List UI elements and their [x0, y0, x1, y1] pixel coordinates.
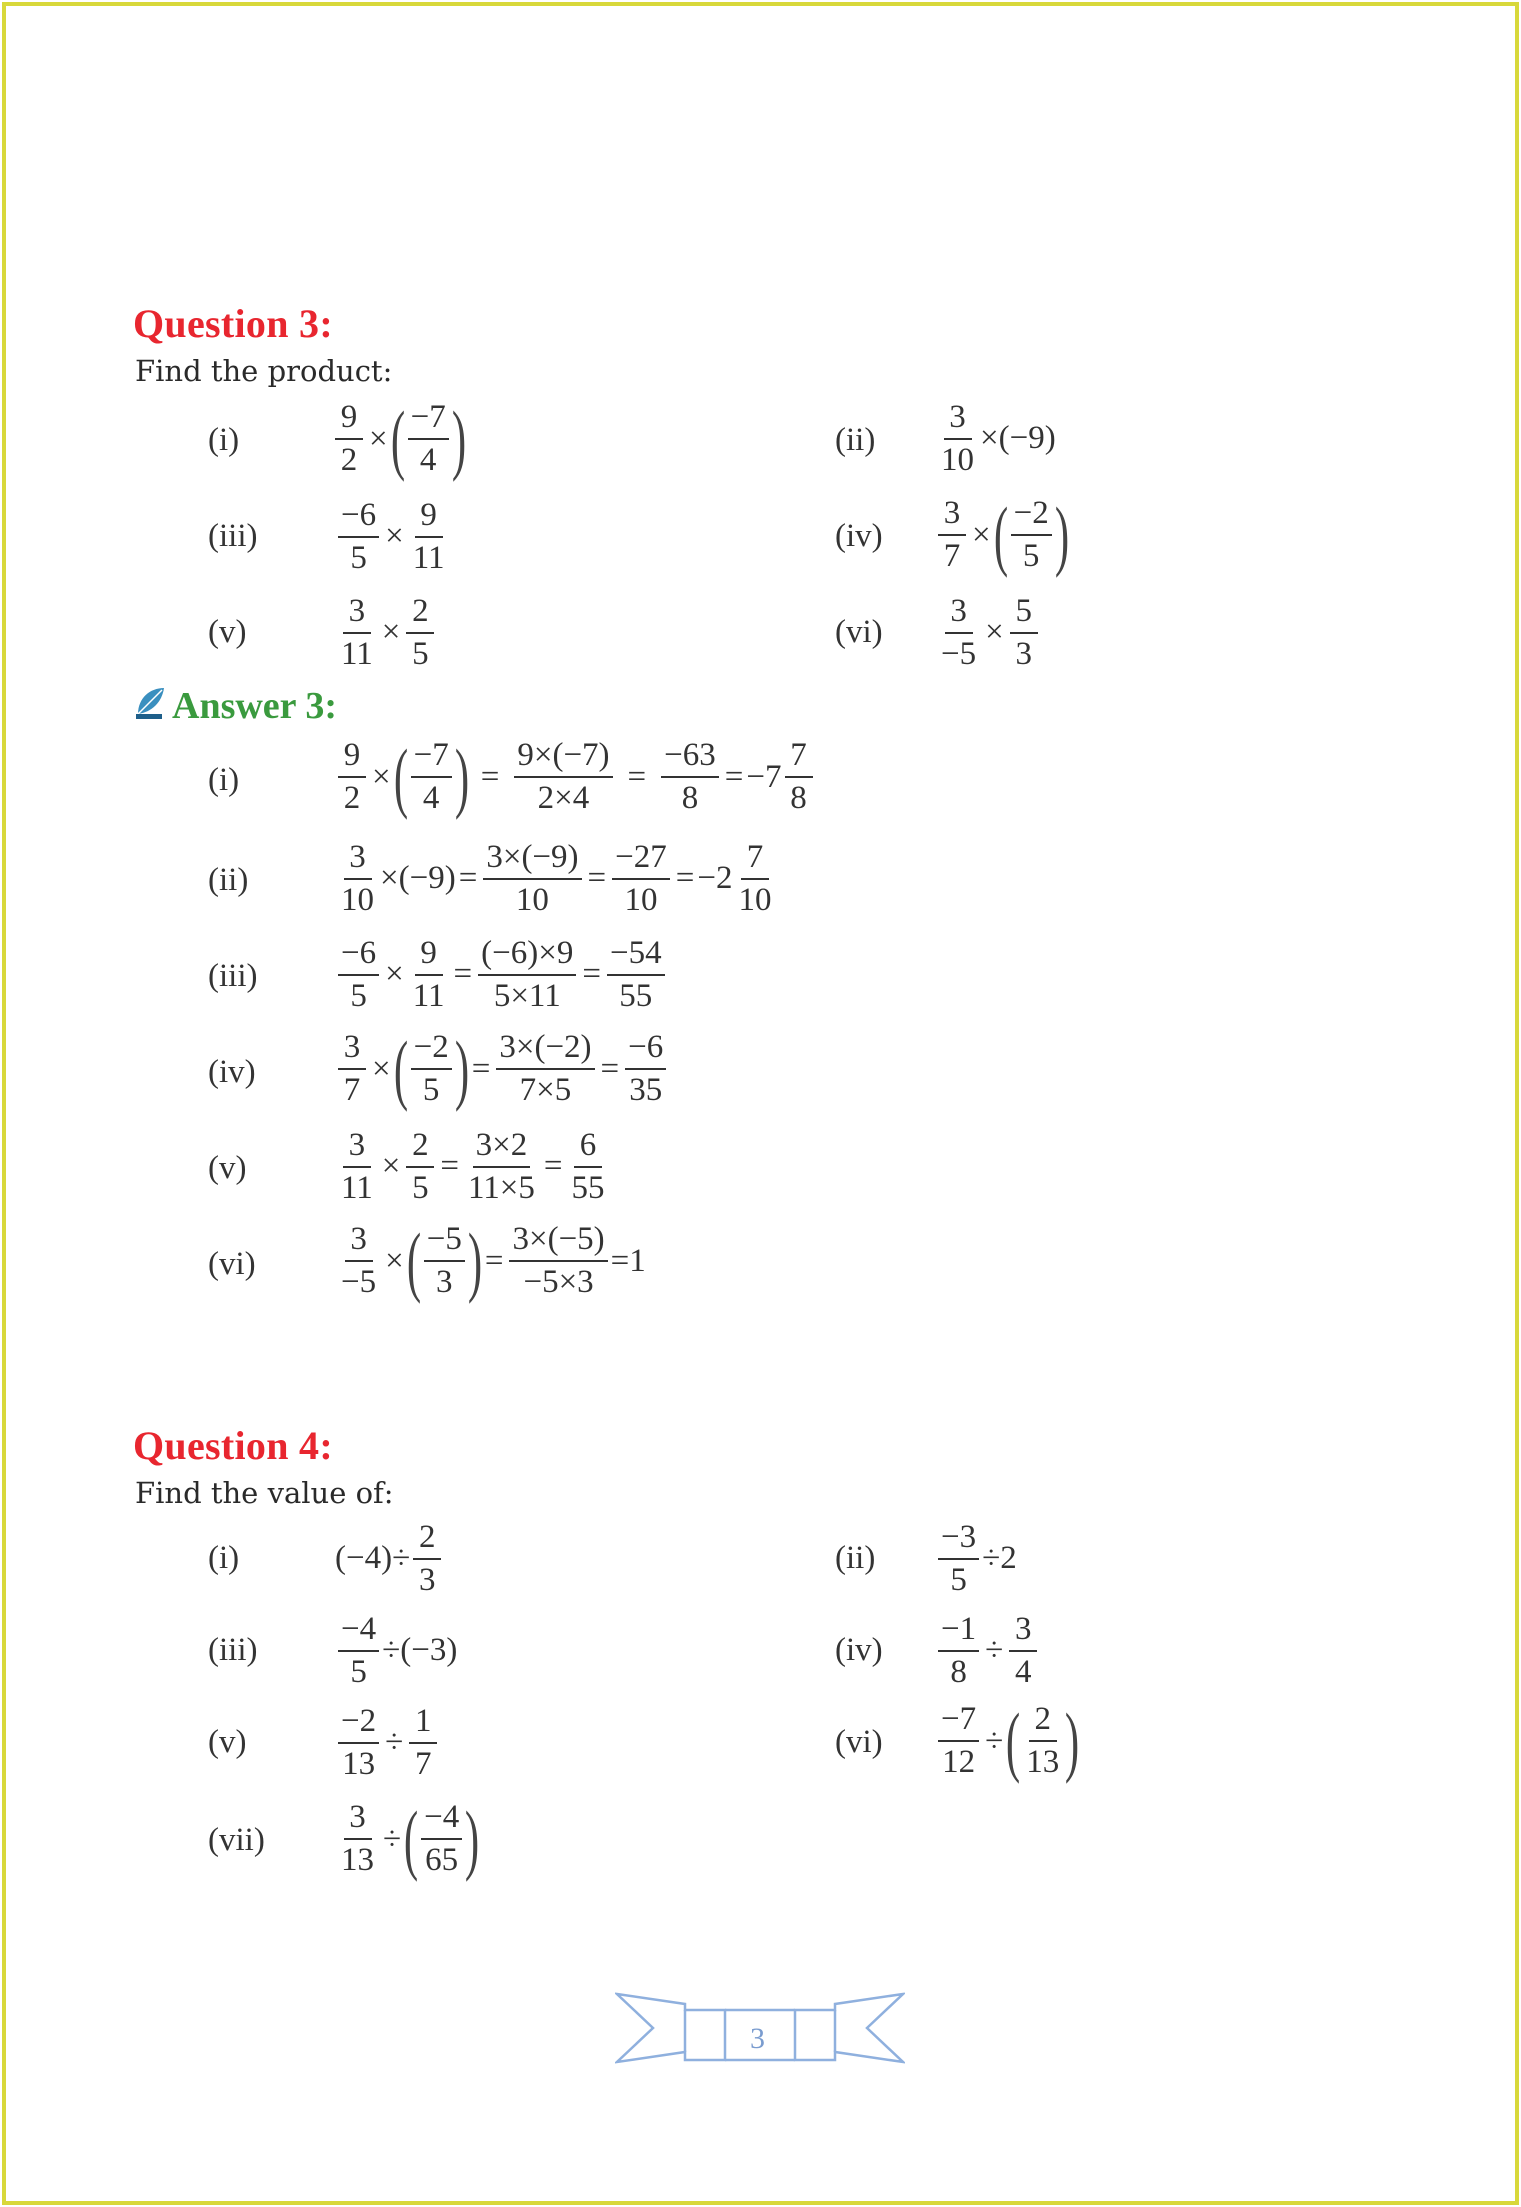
fraction: $\frac{-27}{10}$ [612, 840, 670, 917]
fraction: $\frac{2}{5}$ [406, 594, 434, 671]
q4-item-expression: (−4)÷ $\frac{2}{3}$ [335, 1520, 444, 1597]
question-4-title: Question 4: [133, 1423, 333, 1468]
fraction: $\frac{6}{55}$ [571, 1127, 605, 1206]
fraction: $\frac{3}{4}$ [1009, 1612, 1037, 1689]
fraction: $\frac{3\times 2}{11\times 5}$ [468, 1127, 535, 1206]
q4-item-label: (vii) [208, 1822, 265, 1858]
fraction: $\frac{-2}{5}$ [411, 1030, 452, 1107]
fraction: $\frac{2}{5}$ [406, 1128, 434, 1205]
fraction: $\frac{9}{11}$ [412, 935, 445, 1014]
q4-item-expression: $\frac{-1}{8}$ ÷ $\frac{3}{4}$ [935, 1612, 1040, 1689]
fraction: $\frac{-7}{12}$ [938, 1702, 979, 1779]
q4-item-expression: $\frac{-3}{5}$ ÷2 [935, 1520, 1017, 1597]
question-3-title: Question 3: [133, 301, 333, 346]
a3-item-label: (i) [208, 762, 240, 798]
fraction: $\frac{-2}{13}$ [338, 1704, 379, 1781]
q3-item-label: (vi) [835, 614, 883, 650]
a3-item-solution: $\frac{3}{7}$ × ( $\frac{-2}{5}$ ) = $\frac{3\times(-2)}{7\times 5}$ = $\frac{-6}{35}$ [335, 1030, 669, 1108]
answer-3-title: Answer 3: [172, 685, 338, 727]
a3-item-solution: $\frac{-6}{5}$ × $\frac{9}{11}$ = $\frac{(-6)\times 9}{5\times 11}$ = $\frac{-54}{55}$ [335, 936, 668, 1013]
q3-item-expression: $\frac{3}{11}$ × $\frac{2}{5}$ [335, 594, 437, 671]
fraction: $\frac{-6}{5}$ [338, 936, 379, 1013]
fraction: $\frac{-4}{5}$ [338, 1612, 379, 1689]
q4-item-expression: $\frac{-7}{12}$ ÷ ( $\frac{2}{13}$ ) [935, 1702, 1079, 1780]
answer-leaf-icon [134, 684, 166, 720]
q4-item-expression: $\frac{-4}{5}$ ÷(−3) [335, 1612, 457, 1689]
fraction: $\frac{3}{7}$ [938, 496, 966, 573]
fraction: $\frac{3}{13}$ [341, 1799, 374, 1878]
fraction: $\frac{1}{7}$ [409, 1704, 437, 1781]
fraction: $\frac{9\times(-7)}{2\times 4}$ [514, 738, 612, 815]
fraction: $\frac{9}{2}$ [335, 400, 363, 477]
fraction: $\frac{-63}{8}$ [661, 738, 719, 815]
fraction: $\frac{-1}{8}$ [938, 1612, 979, 1689]
a3-item-solution: $\frac{9}{2}$ × ( $\frac{-7}{4}$ ) = $\frac{9\times(-7)}{2\times 4}$ = $\frac{-63}{8}$ = −7 $\frac{7}{8}$ [335, 738, 816, 816]
question-4-intro: Find the value of: [135, 1476, 394, 1510]
q4-item-label: (v) [208, 1724, 247, 1760]
a3-item-label: (ii) [208, 862, 249, 898]
q4-item-label: (iv) [835, 1632, 883, 1668]
fraction: $\frac{3\times(-2)}{7\times 5}$ [496, 1030, 594, 1107]
fraction: $\frac{-4}{65}$ [421, 1800, 462, 1877]
q3-item-label: (ii) [835, 422, 876, 458]
fraction: $\frac{3}{10}$ [341, 839, 374, 918]
fraction: $\frac{9}{11}$ [412, 497, 445, 576]
fraction: $\frac{7}{10}$ [738, 839, 772, 918]
fraction: $\frac{3}{11}$ [341, 1127, 373, 1206]
fraction: $\frac{-2}{5}$ [1011, 496, 1052, 573]
q4-item-label: (i) [208, 1540, 240, 1576]
fraction: $\frac{9}{2}$ [338, 738, 366, 815]
fraction: $\frac{(-6)\times 9}{5\times 11}$ [478, 936, 576, 1013]
fraction: $\frac{2}{3}$ [413, 1520, 441, 1597]
q4-item-label: (iii) [208, 1632, 258, 1668]
q3-item-label: (iii) [208, 518, 258, 554]
fraction: $\frac{3\times(-9)}{10}$ [483, 840, 581, 917]
a3-item-label: (iii) [208, 958, 258, 994]
fraction: $\frac{-3}{5}$ [938, 1520, 979, 1597]
fraction: $\frac{3}{-5}$ [341, 1221, 377, 1300]
a3-item-label: (iv) [208, 1054, 256, 1090]
fraction: $\frac{-7}{4}$ [411, 738, 452, 815]
q4-item-expression: $\frac{-2}{13}$ ÷ $\frac{1}{7}$ [335, 1704, 440, 1781]
question-3-intro: Find the product: [135, 354, 393, 388]
q3-item-label: (i) [208, 422, 240, 458]
q4-item-label: (vi) [835, 1724, 883, 1760]
q3-item-expression: $\frac{-6}{5}$ × $\frac{9}{11}$ [335, 498, 451, 575]
fraction: $\frac{3\times(-5)}{-5\times 3}$ [509, 1222, 607, 1299]
fraction: $\frac{3}{7}$ [338, 1030, 366, 1107]
q3-item-expression: $\frac{3}{7}$ × ( $\frac{-2}{5}$ ) [935, 496, 1069, 574]
q3-item-label: (iv) [835, 518, 883, 554]
fraction: $\frac{3}{11}$ [341, 593, 373, 672]
q4-item-expression: $\frac{3}{13}$ ÷ ( $\frac{-4}{65}$ ) [335, 1800, 479, 1878]
a3-item-solution: $\frac{3}{-5}$ × ( $\frac{-5}{3}$ ) = $\frac{3\times(-5)}{-5\times 3}$ =1 [335, 1222, 646, 1300]
a3-item-label: (vi) [208, 1246, 256, 1282]
fraction: $\frac{-6}{35}$ [625, 1030, 666, 1107]
a3-item-label: (v) [208, 1150, 247, 1186]
fraction: $\frac{7}{8}$ [785, 738, 813, 815]
fraction: $\frac{-54}{55}$ [607, 936, 665, 1013]
fraction: $\frac{-5}{3}$ [424, 1222, 465, 1299]
q4-item-label: (ii) [835, 1540, 876, 1576]
q3-item-expression: $\frac{9}{2}$ × ( $\frac{-7}{4}$ ) [332, 400, 466, 478]
fraction: $\frac{-6}{5}$ [338, 498, 379, 575]
a3-item-solution: $\frac{3}{11}$ × $\frac{2}{5}$ = $\frac{3\times 2}{11\times 5}$ = $\frac{6}{55}$ [335, 1128, 611, 1205]
a3-item-solution: $\frac{3}{10}$ ×(−9) = $\frac{3\times(-9)}{10}$ = $\frac{-27}{10}$ = −2 $\frac{7}{10}$ [335, 840, 778, 917]
page-number: 3 [750, 2022, 765, 2055]
q3-item-label: (v) [208, 614, 247, 650]
fraction: $\frac{-7}{4}$ [408, 400, 449, 477]
fraction: $\frac{3}{-5}$ [941, 593, 977, 672]
fraction: $\frac{5}{3}$ [1010, 594, 1038, 671]
q3-item-expression: $\frac{3}{10}$ × (−9) [935, 400, 1056, 477]
fraction: $\frac{3}{10}$ [941, 399, 974, 478]
q3-item-expression: $\frac{3}{-5}$ × $\frac{5}{3}$ [935, 594, 1041, 671]
fraction: $\frac{2}{13}$ [1026, 1701, 1060, 1780]
